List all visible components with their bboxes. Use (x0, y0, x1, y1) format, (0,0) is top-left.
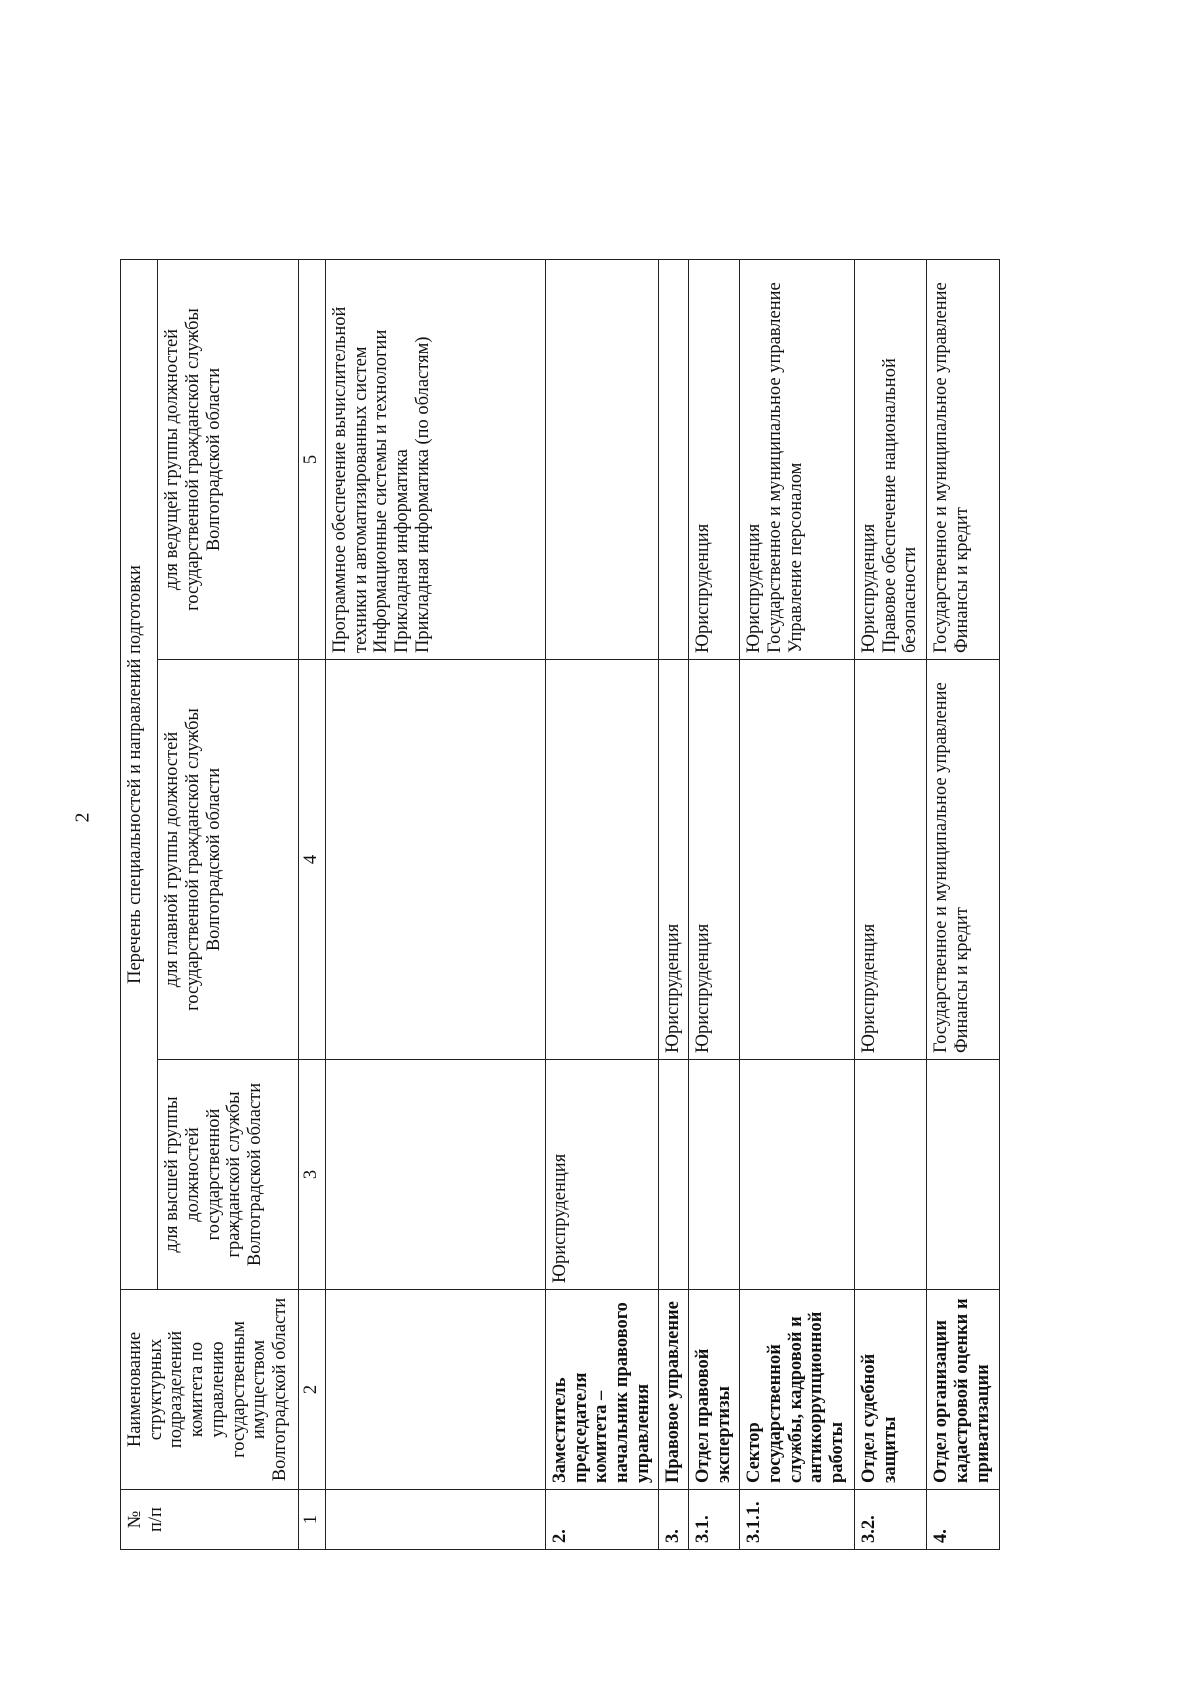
row-main (740, 660, 855, 1060)
row-number: 2. (546, 1490, 659, 1550)
table-row (688, 260, 739, 1550)
header-row-1 (121, 260, 158, 1550)
specialties-table (120, 259, 1000, 1550)
row-leading: Юриспруденция (688, 260, 739, 660)
header-leading-group: для ведущей группы должностей государственной гражданской службы Волгоградской области (158, 260, 299, 660)
row-number: 3. (658, 1490, 688, 1550)
column-number: 4 (299, 660, 326, 1060)
header-unit-name: Наименование структурных подразделений комитета по управлению государственным имуществом Волгоградской области (121, 1290, 299, 1490)
rotated-table-wrapper (120, 260, 1000, 1550)
row-main: Юриспруденция (854, 660, 926, 1060)
table-row (658, 260, 688, 1550)
table-row (546, 260, 659, 1550)
table-row (740, 260, 855, 1550)
column-number: 5 (299, 260, 326, 660)
row-unit (326, 1290, 546, 1490)
row-highest (688, 1060, 739, 1290)
header-group-title: Перечень специальностей и направлений подготовки (121, 260, 158, 1290)
page-number: 2 (71, 812, 94, 823)
row-number: 4. (927, 1490, 1000, 1550)
header-main-group: для главной группы должностей государственной гражданской службы Волгоградской области (158, 660, 299, 1060)
table-row (854, 260, 926, 1550)
header-highest-group: для высшей группы должностей государственной гражданской службы Волгоградской области (158, 1060, 299, 1290)
table-row (927, 260, 1000, 1550)
row-number (326, 1490, 546, 1550)
row-highest (740, 1060, 855, 1290)
row-unit: Отдел организации кадастровой оценки и приватизации (927, 1290, 1000, 1490)
column-number: 2 (299, 1290, 326, 1490)
row-highest (854, 1060, 926, 1290)
column-numbers-row (299, 260, 326, 1550)
row-unit: Заместитель председателя комитета – начальник правового управления (546, 1290, 659, 1490)
row-number: 3.2. (854, 1490, 926, 1550)
row-main: Государственное и муниципальное управление Финансы и кредит (927, 660, 1000, 1060)
row-main (326, 660, 546, 1060)
row-leading: Государственное и муниципальное управление Финансы и кредит (927, 260, 1000, 660)
row-unit: Правовое управление (658, 1290, 688, 1490)
column-number: 1 (299, 1490, 326, 1550)
row-highest (326, 1060, 546, 1290)
table-row (326, 260, 546, 1550)
row-highest (927, 1060, 1000, 1290)
row-highest: Юриспруденция (546, 1060, 659, 1290)
row-unit: Отдел судебной защиты (854, 1290, 926, 1490)
row-number: 3.1. (688, 1490, 739, 1550)
row-highest (658, 1060, 688, 1290)
row-leading (658, 260, 688, 660)
row-main (546, 660, 659, 1060)
row-unit: Сектор государственной службы, кадровой и антикоррупционной работы (740, 1290, 855, 1490)
row-number: 3.1.1. (740, 1490, 855, 1550)
row-leading (546, 260, 659, 660)
row-leading: Юриспруденция Государственное и муниципальное управление Управление персоналом (740, 260, 855, 660)
row-unit: Отдел правовой экспертизы (688, 1290, 739, 1490)
row-leading: Юриспруденция Правовое обеспечение национальной безопасности (854, 260, 926, 660)
header-number: № п/п (121, 1490, 299, 1550)
column-number: 3 (299, 1060, 326, 1290)
row-leading: Программное обеспечение вычислительной техники и автоматизированных систем Информационные системы и технологии Прикладная информатика Прикладная информатика (по областям) (326, 260, 546, 660)
row-main: Юриспруденция (658, 660, 688, 1060)
row-main: Юриспруденция (688, 660, 739, 1060)
